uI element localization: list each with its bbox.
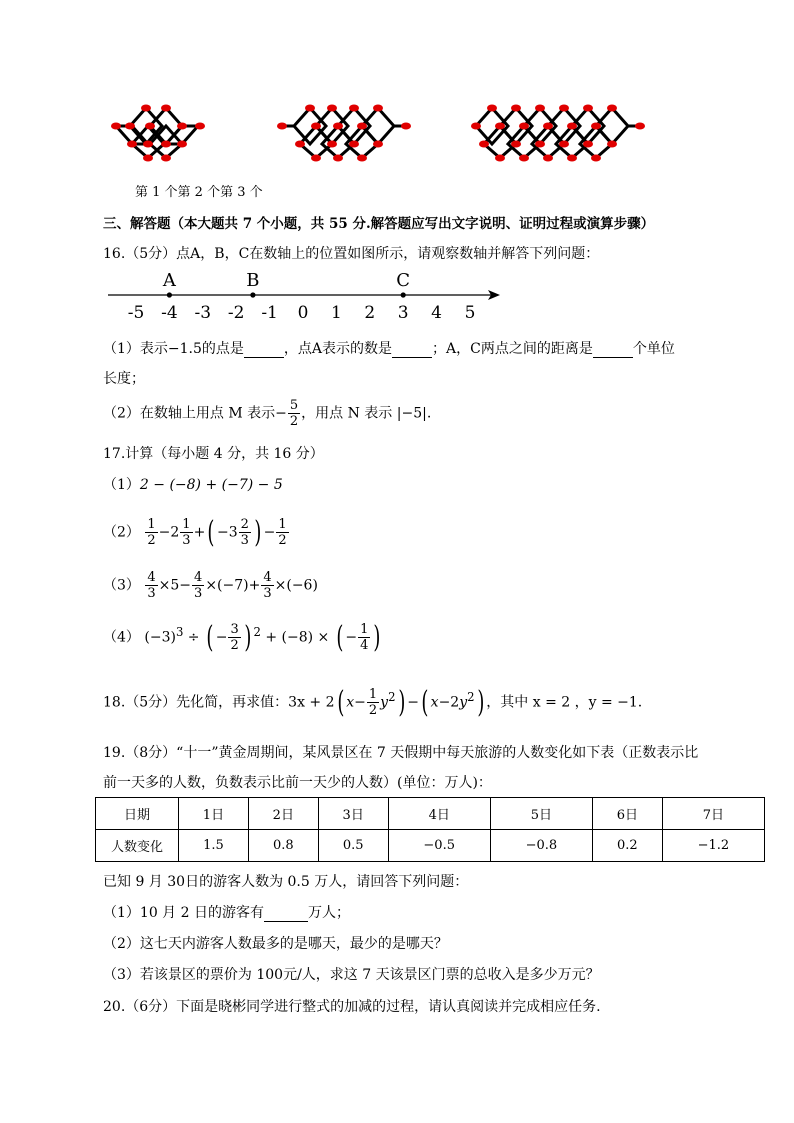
table-header-cell: 人数变化 <box>96 830 179 862</box>
table-cell: 5日 <box>490 798 592 830</box>
table-cell: −0.8 <box>490 830 592 862</box>
point-b-dot <box>250 292 255 297</box>
q17-p2-label: （2） <box>103 524 140 541</box>
table-cell: 1日 <box>179 798 249 830</box>
answer-blank-4[interactable] <box>264 907 308 922</box>
table-cell: 6日 <box>592 798 662 830</box>
table-cell: 7日 <box>662 798 764 830</box>
q17-part4: （4） $(-3)^3$ ÷ ( − $\frac{3}{2}$ ) $^2$ + (−8) × ( − $\frac{1}{4}$ ) <box>103 619 381 655</box>
table-cell: 3日 <box>318 798 388 830</box>
q17-p4-label: （4） <box>103 629 140 646</box>
q17-p1-label: （1） <box>103 477 140 493</box>
q16-part2-text-b: ，用点 N 表示 |−5|. <box>301 405 432 422</box>
q19-part2: （2）这七天内游客人数最多的是哪天，最少的是哪天？ <box>103 936 448 952</box>
q19-given: 已知 9 月 30日的游客人数为 0.5 万人，请回答下列问题： <box>103 874 469 890</box>
table-cell: 2日 <box>248 798 318 830</box>
answer-blank-3[interactable] <box>593 343 633 358</box>
q18-text-b: ，其中 x = 2 ，y = −1. <box>486 694 643 711</box>
point-b-label: B <box>246 270 260 291</box>
q16-part1-text-c: ；A，C两点之间的距离是 <box>432 341 593 357</box>
figure-caption: 第 1 个第 2 个第 3 个 <box>135 185 263 200</box>
table-header-cell: 日期 <box>96 798 179 830</box>
q19-p1-text-b: 万人； <box>307 905 350 921</box>
tick-label: -5 <box>127 303 145 323</box>
q16-part1 <box>103 338 675 358</box>
q19-stem-b: 前一天多的人数，负数表示比前一天少的人数）(单位：万人)： <box>103 775 492 791</box>
q16-part1-text-d: 个单位 <box>632 341 675 357</box>
table-cell: 1.5 <box>179 830 249 862</box>
q20-stem: 20.（6分）下面是晓彬同学进行整式的加减的过程，请认真阅读并完成相应任务. <box>103 999 601 1015</box>
q16-part1-text-b: ，点A表示的数是 <box>283 341 393 357</box>
table-cell: −1.2 <box>662 830 764 862</box>
table-cell: 4日 <box>388 798 490 830</box>
tick-label: 5 <box>464 303 476 323</box>
fraction: $\frac{5}{2}$ <box>289 398 299 429</box>
q16-part1-text-a: （1）表示−1.5的点是 <box>103 341 244 357</box>
q19-stem-a: 19.（8分）“十一”黄金周期间，某风景区在 7 天假期中每天旅游的人数变化如下表（正数表示比 <box>103 745 699 761</box>
point-a-label: A <box>162 270 176 291</box>
q16-part1-cont: 长度； <box>103 371 145 387</box>
q17-p1-expr: 2 − (−8) + (−7) − 5 <box>139 477 283 493</box>
table-cell: −0.5 <box>388 830 490 862</box>
q19-part1 <box>103 902 350 922</box>
q16-part2 <box>103 398 431 429</box>
table-row <box>96 798 765 830</box>
pattern-figure <box>110 98 650 170</box>
q17-p3-label: （3） <box>103 577 140 594</box>
answer-blank-1[interactable] <box>244 343 284 358</box>
table-cell: 0.2 <box>592 830 662 862</box>
point-c-label: C <box>396 270 411 291</box>
section-header: 三、解答题（本大题共 7 个小题，共 55 分.解答题应写出文字说明、证明过程或演算步骤） <box>103 216 655 232</box>
q19-p1-text-a: （1）10 月 2 日的游客有 <box>103 905 264 921</box>
tick-label: 0 <box>297 303 309 323</box>
q17-part1 <box>103 474 283 494</box>
q17-stem: 17.计算（每小题 4 分，共 16 分） <box>103 446 324 462</box>
q16-part2-text-a: （2）在数轴上用点 M 表示− <box>103 405 287 422</box>
tick-label: 1 <box>330 303 342 323</box>
tick-label: -2 <box>227 303 245 323</box>
table-cell: 0.8 <box>248 830 318 862</box>
number-line <box>108 268 508 324</box>
point-c-dot <box>401 292 406 297</box>
table-cell: 0.5 <box>318 830 388 862</box>
table-row <box>96 830 765 862</box>
tick-label: 3 <box>397 303 409 323</box>
q18-stem: 18.（5分）先化简，再求值：3x + 2( x− $\frac{1}{2}$ $y^2$) −( $x-2y^2$) ，其中 x = 2 ，y = −1. <box>103 684 643 720</box>
point-a-dot <box>167 292 172 297</box>
tick-label: -3 <box>194 303 212 323</box>
tick-label: -4 <box>161 303 178 323</box>
q18-text-a: 18.（5分）先化简，再求值：3x + 2 <box>103 694 335 711</box>
tick-label: 2 <box>364 303 376 323</box>
q17-part2: （2） $\frac{1}{2}$ −2 $\frac{1}{3}$ +( −3 $\frac{2}{3}$ ) − $\frac{1}{2}$ <box>103 514 287 550</box>
visitor-change-table <box>95 797 765 862</box>
q16-stem: 16.（5分）点A，B，C在数轴上的位置如图所示，请观察数轴并解答下列问题： <box>103 246 600 262</box>
q19-part3: （3）若该景区的票价为 100元/人，求这 7 天该景区门票的总收入是多少万元？ <box>103 967 600 983</box>
answer-blank-2[interactable] <box>392 343 432 358</box>
tick-label: 4 <box>431 303 443 323</box>
q17-part3: （3） $\frac{4}{3}$ ×5− $\frac{4}{3}$ ×(−7)+ $\frac{4}{3}$ ×(−6) <box>103 570 318 601</box>
tick-label: -1 <box>261 303 278 323</box>
